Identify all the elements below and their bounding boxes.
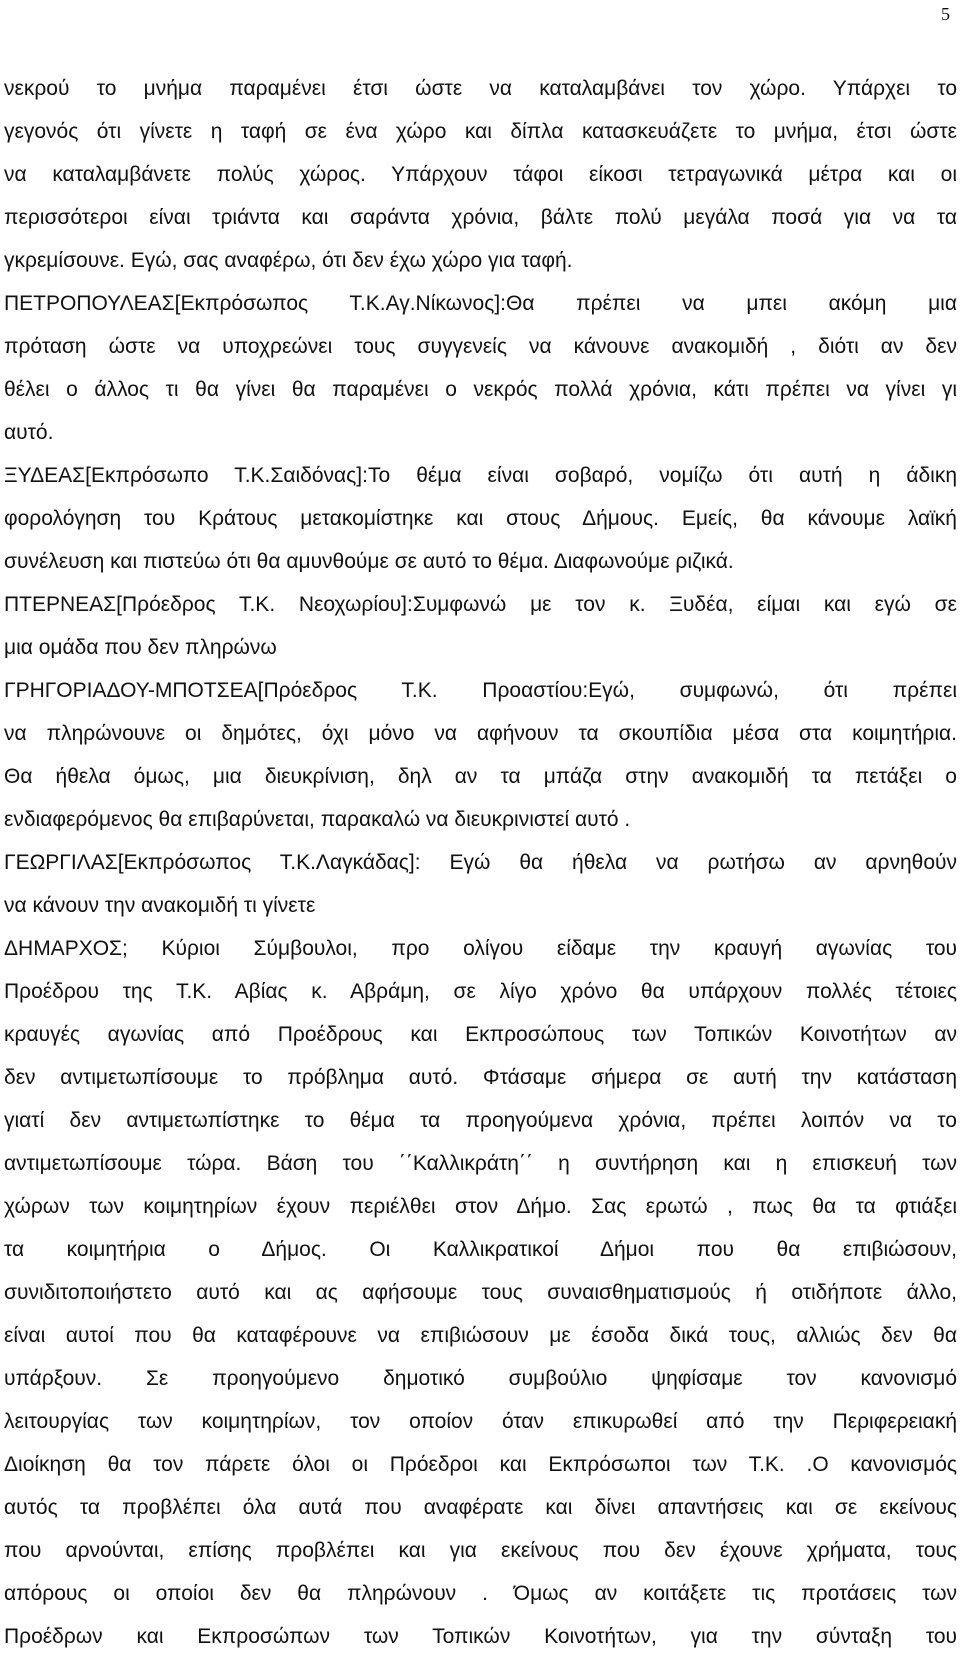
- text-line: τα κοιμητήρια ο Δήμος. Οι Καλλικρατικοί Δήμοι που θα επιβιώσουν,: [4, 1238, 957, 1261]
- text-line: θέλει ο άλλος τι θα γίνει θα παραμένει ο νεκρός πολλά χρόνια, κάτι πρέπει να γίνει γι: [4, 378, 957, 401]
- text-line: αντιμετωπίσουμε τώρα. Βάση του ΄΄Καλλικράτη΄΄ η συντήρηση και η επισκευή των: [4, 1152, 957, 1175]
- page-number: 5: [941, 4, 950, 24]
- text-line: γκρεμίσουνε. Εγώ, σας αναφέρω, ότι δεν έχω χώρο για ταφή.: [4, 249, 573, 272]
- text-line: Προέδρου της Τ.Κ. Αβίας κ. Αβράμη, σε λίγο χρόνο θα υπάρχουν πολλές τέτοιες: [4, 980, 957, 1003]
- text-line: ΔΗΜΑΡΧΟΣ; Κύριοι Σύμβουλοι, προ ολίγου είδαμε την κραυγή αγωνίας του: [4, 937, 957, 960]
- text-line: να κάνουν την ανακομιδή τι γίνετε: [4, 894, 316, 917]
- text-line: συνέλευση και πιστεύω ότι θα αμυνθούμε σε αυτό το θέμα. Διαφωνούμε ριζικά.: [4, 550, 734, 573]
- text-line: να καταλαμβάνετε πολύς χώρος. Υπάρχουν τάφοι είκοσι τετραγωνικά μέτρα και οι: [4, 163, 957, 186]
- text-line: να πληρώνουνε οι δημότες, όχι μόνο να αφήνουν τα σκουπίδια μέσα στα κοιμητήρια.: [4, 722, 957, 745]
- text-line: γεγονός ότι γίνετε η ταφή σε ένα χώρο και δίπλα κατασκευάζετε το μνήμα, έτσι ώστε: [4, 120, 957, 143]
- text-line: λειτουργίας των κοιμητηρίων, τον οποίον όταν επικυρωθεί από την Περιφερειακή: [4, 1410, 957, 1433]
- text-line: ΞΥΔΕΑΣ[Εκπρόσωπο Τ.Κ.Σαιδόνας]:Το θέμα είναι σοβαρό, νομίζω ότι αυτή η άδικη: [4, 464, 957, 487]
- text-line: αυτός τα προβλέπει όλα αυτά που αναφέρατε και δίνει απαντήσεις και σε εκείνους: [4, 1496, 957, 1519]
- text-line: συνιδιτοποιήστετο αυτό και ας αφήσουμε τους συναισθηματισμούς ή οτιδήποτε άλλο,: [4, 1281, 957, 1304]
- document-body: [4, 67, 957, 1658]
- text-line: Διοίκηση θα τον πάρετε όλοι οι Πρόεδροι και Εκπρόσωποι των Τ.Κ. .Ο κανονισμός: [4, 1453, 957, 1476]
- text-line: μια ομάδα που δεν πληρώνω: [4, 636, 277, 659]
- text-line: ΓΡΗΓΟΡΙΑΔΟΥ-ΜΠΟΤΣΕΑ[Πρόεδρος Τ.Κ. Προαστίου:Εγώ, συμφωνώ, ότι πρέπει: [4, 679, 957, 702]
- text-line: γιατί δεν αντιμετωπίστηκε το θέμα τα προηγούμενα χρόνια, πρέπει λοιπόν να το: [4, 1109, 957, 1132]
- text-line: νεκρού το μνήμα παραμένει έτσι ώστε να καταλαμβάνει τον χώρο. Υπάρχει το: [4, 77, 957, 100]
- text-line: ΠΤΕΡΝΕΑΣ[Πρόεδρος Τ.Κ. Νεοχωρίου]:Συμφωνώ με τον κ. Ξυδέα, είμαι και εγώ σε: [4, 593, 957, 616]
- text-line: δεν αντιμετωπίσουμε το πρόβλημα αυτό. Φτάσαμε σήμερα σε αυτή την κατάσταση: [4, 1066, 957, 1089]
- text-line: κραυγές αγωνίας από Προέδρους και Εκπροσώπους των Τοπικών Κοινοτήτων αν: [4, 1023, 957, 1046]
- text-line: υπάρξουν. Σε προηγούμενο δημοτικό συμβούλιο ψηφίσαμε τον κανονισμό: [4, 1367, 957, 1390]
- text-line: αυτό.: [4, 421, 54, 444]
- text-line: που αρνούνται, επίσης προβλέπει και για εκείνους που δεν έχουνε χρήματα, τους: [4, 1539, 957, 1562]
- text-line: φορολόγηση του Κράτους μετακομίστηκε και στους Δήμους. Εμείς, θα κάνουμε λαϊκή: [4, 507, 957, 530]
- text-line: πρόταση ώστε να υποχρεώνει τους συγγενείς να κάνουνε ανακομιδή , διότι αν δεν: [4, 335, 957, 358]
- text-line: περισσότεροι είναι τριάντα και σαράντα χρόνια, βάλτε πολύ μεγάλα ποσά για να τα: [4, 206, 957, 229]
- text-line: ΠΕΤΡΟΠΟΥΛΕΑΣ[Εκπρόσωπος Τ.Κ.Αγ.Νίκωνος]:Θα πρέπει να μπει ακόμη μια: [4, 292, 957, 315]
- text-line: ενδιαφερόμενος θα επιβαρύνεται, παρακαλώ να διευκρινιστεί αυτό .: [4, 808, 631, 831]
- text-line: Θα ήθελα όμως, μια διευκρίνιση, δηλ αν τα μπάζα στην ανακομιδή τα πετάξει ο: [4, 765, 957, 788]
- text-line: απόρους οι οποίοι δεν θα πληρώνουν . Όμως αν κοιτάξετε τις προτάσεις των: [4, 1582, 957, 1605]
- text-line: χώρων των κοιμητηρίων έχουν περιέλθει στον Δήμο. Σας ερωτώ , πως θα τα φτιάξει: [4, 1195, 957, 1218]
- text-line: Προέδρων και Εκπροσώπων των Τοπικών Κοινοτήτων, για την σύνταξη του: [4, 1625, 957, 1648]
- text-line: ΓΕΩΡΓΙΛΑΣ[Εκπρόσωπος Τ.Κ.Λαγκάδας]: Εγώ θα ήθελα να ρωτήσω αν αρνηθούν: [4, 851, 957, 874]
- text-line: είναι αυτοί που θα καταφέρουνε να επιβιώσουν με έσοδα δικά τους, αλλιώς δεν θα: [4, 1324, 957, 1347]
